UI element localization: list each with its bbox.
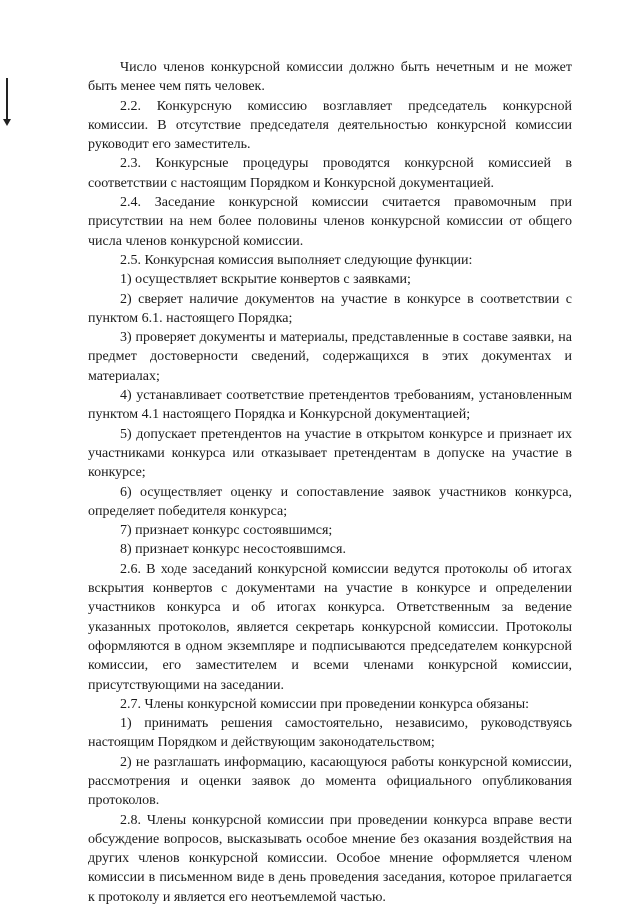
list-item-2-7-1: 1) принимать решения самостоятельно, независимо, руководствуясь настоящим Порядком и действующим законодательством; [88,716,572,751]
list-item-2-5-4: 4) устанавливает соответствие претендентов требованиям, установленным пунктом 4.1 настоящего Порядка и Конкурсной документацией; [88,388,572,423]
list-item-2-5-7: 7) признает конкурс состоявшимся; [120,523,333,539]
paragraph-2-6: 2.6. В ходе заседаний конкурсной комиссии ведутся протоколы об итогах вскрытия конвертов с документами на участие в конкурсе и определении участников конкурса и об итогах конкурса. Ответственным за ведение указанных протоколов, является секретарь конкурсной комиссии. Протоколы оформляются в одном экземпляре и подписываются председателем конкурсной комиссии, его заместителем и всеми членами конкурсной комиссии, присутствующими на заседании. [88,561,572,693]
paragraph-2-2: 2.2. Конкурсную комиссию возглавляет председатель конкурсной комиссии. В отсутствие председателя деятельностью конкурсной комиссии руководит его заместитель. [88,98,572,153]
list-item-2-5-3: 3) проверяет документы и материалы, представленные в составе заявки, на предмет достоверности сведений, содержащихся в этих документах и материалах; [88,330,572,384]
list-item-2-5-8: 8) признает конкурс несостоявшимся. [120,542,346,558]
document-body [88,58,572,907]
list-item-2-5-5: 5) допускает претендентов на участие в открытом конкурсе и признает их участниками конкурса или отказывает претендентам в допуске на участие в конкурсе; [88,426,572,481]
list-item-2-5-6: 6) осуществляет оценку и сопоставление заявок участников конкурса, определяет победителя конкурса; [88,484,572,519]
list-item-2-5-1: 1) осуществляет вскрытие конвертов с заявками; [120,272,411,288]
list-item-2-7-2: 2) не разглашать информацию, касающуюся работы конкурсной комиссии, рассмотрения и оценки заявок до момента официального опубликования протоколов. [88,754,572,809]
paragraph-2-3: 2.3. Конкурсные процедуры проводятся конкурсной комиссией в соответствии с настоящим Порядком и Конкурсной документацией. [88,156,572,191]
paragraph-2-7: 2.7. Члены конкурсной комиссии при проведении конкурса обязаны: [120,696,530,712]
paragraph-commission-size: Число членов конкурсной комиссии должно быть нечетным и не может быть менее чем пять человек. [88,60,572,95]
list-item-2-5-2: 2) сверяет наличие документов на участие в конкурсе в соответствии с пунктом 6.1. настоящего Порядка; [88,291,572,326]
paragraph-2-4: 2.4. Заседание конкурсной комиссии считается правомочным при присутствии на нем более половины членов конкурсной комиссии от общего числа членов конкурсной комиссии. [88,195,572,249]
margin-scan-mark [6,78,8,120]
paragraph-2-5: 2.5. Конкурсная комиссия выполняет следующие функции: [120,252,473,268]
paragraph-2-8: 2.8. Члены конкурсной комиссии при проведении конкурса вправе вести обсуждение вопросов, высказывать особое мнение без оказания воздействия на других членов конкурсной комиссии. Особое мнение оформляется членом комиссии в письменном виде в день проведения заседания, которое прилагается к протоколу и является его неотъемлемой частью. [88,812,572,905]
